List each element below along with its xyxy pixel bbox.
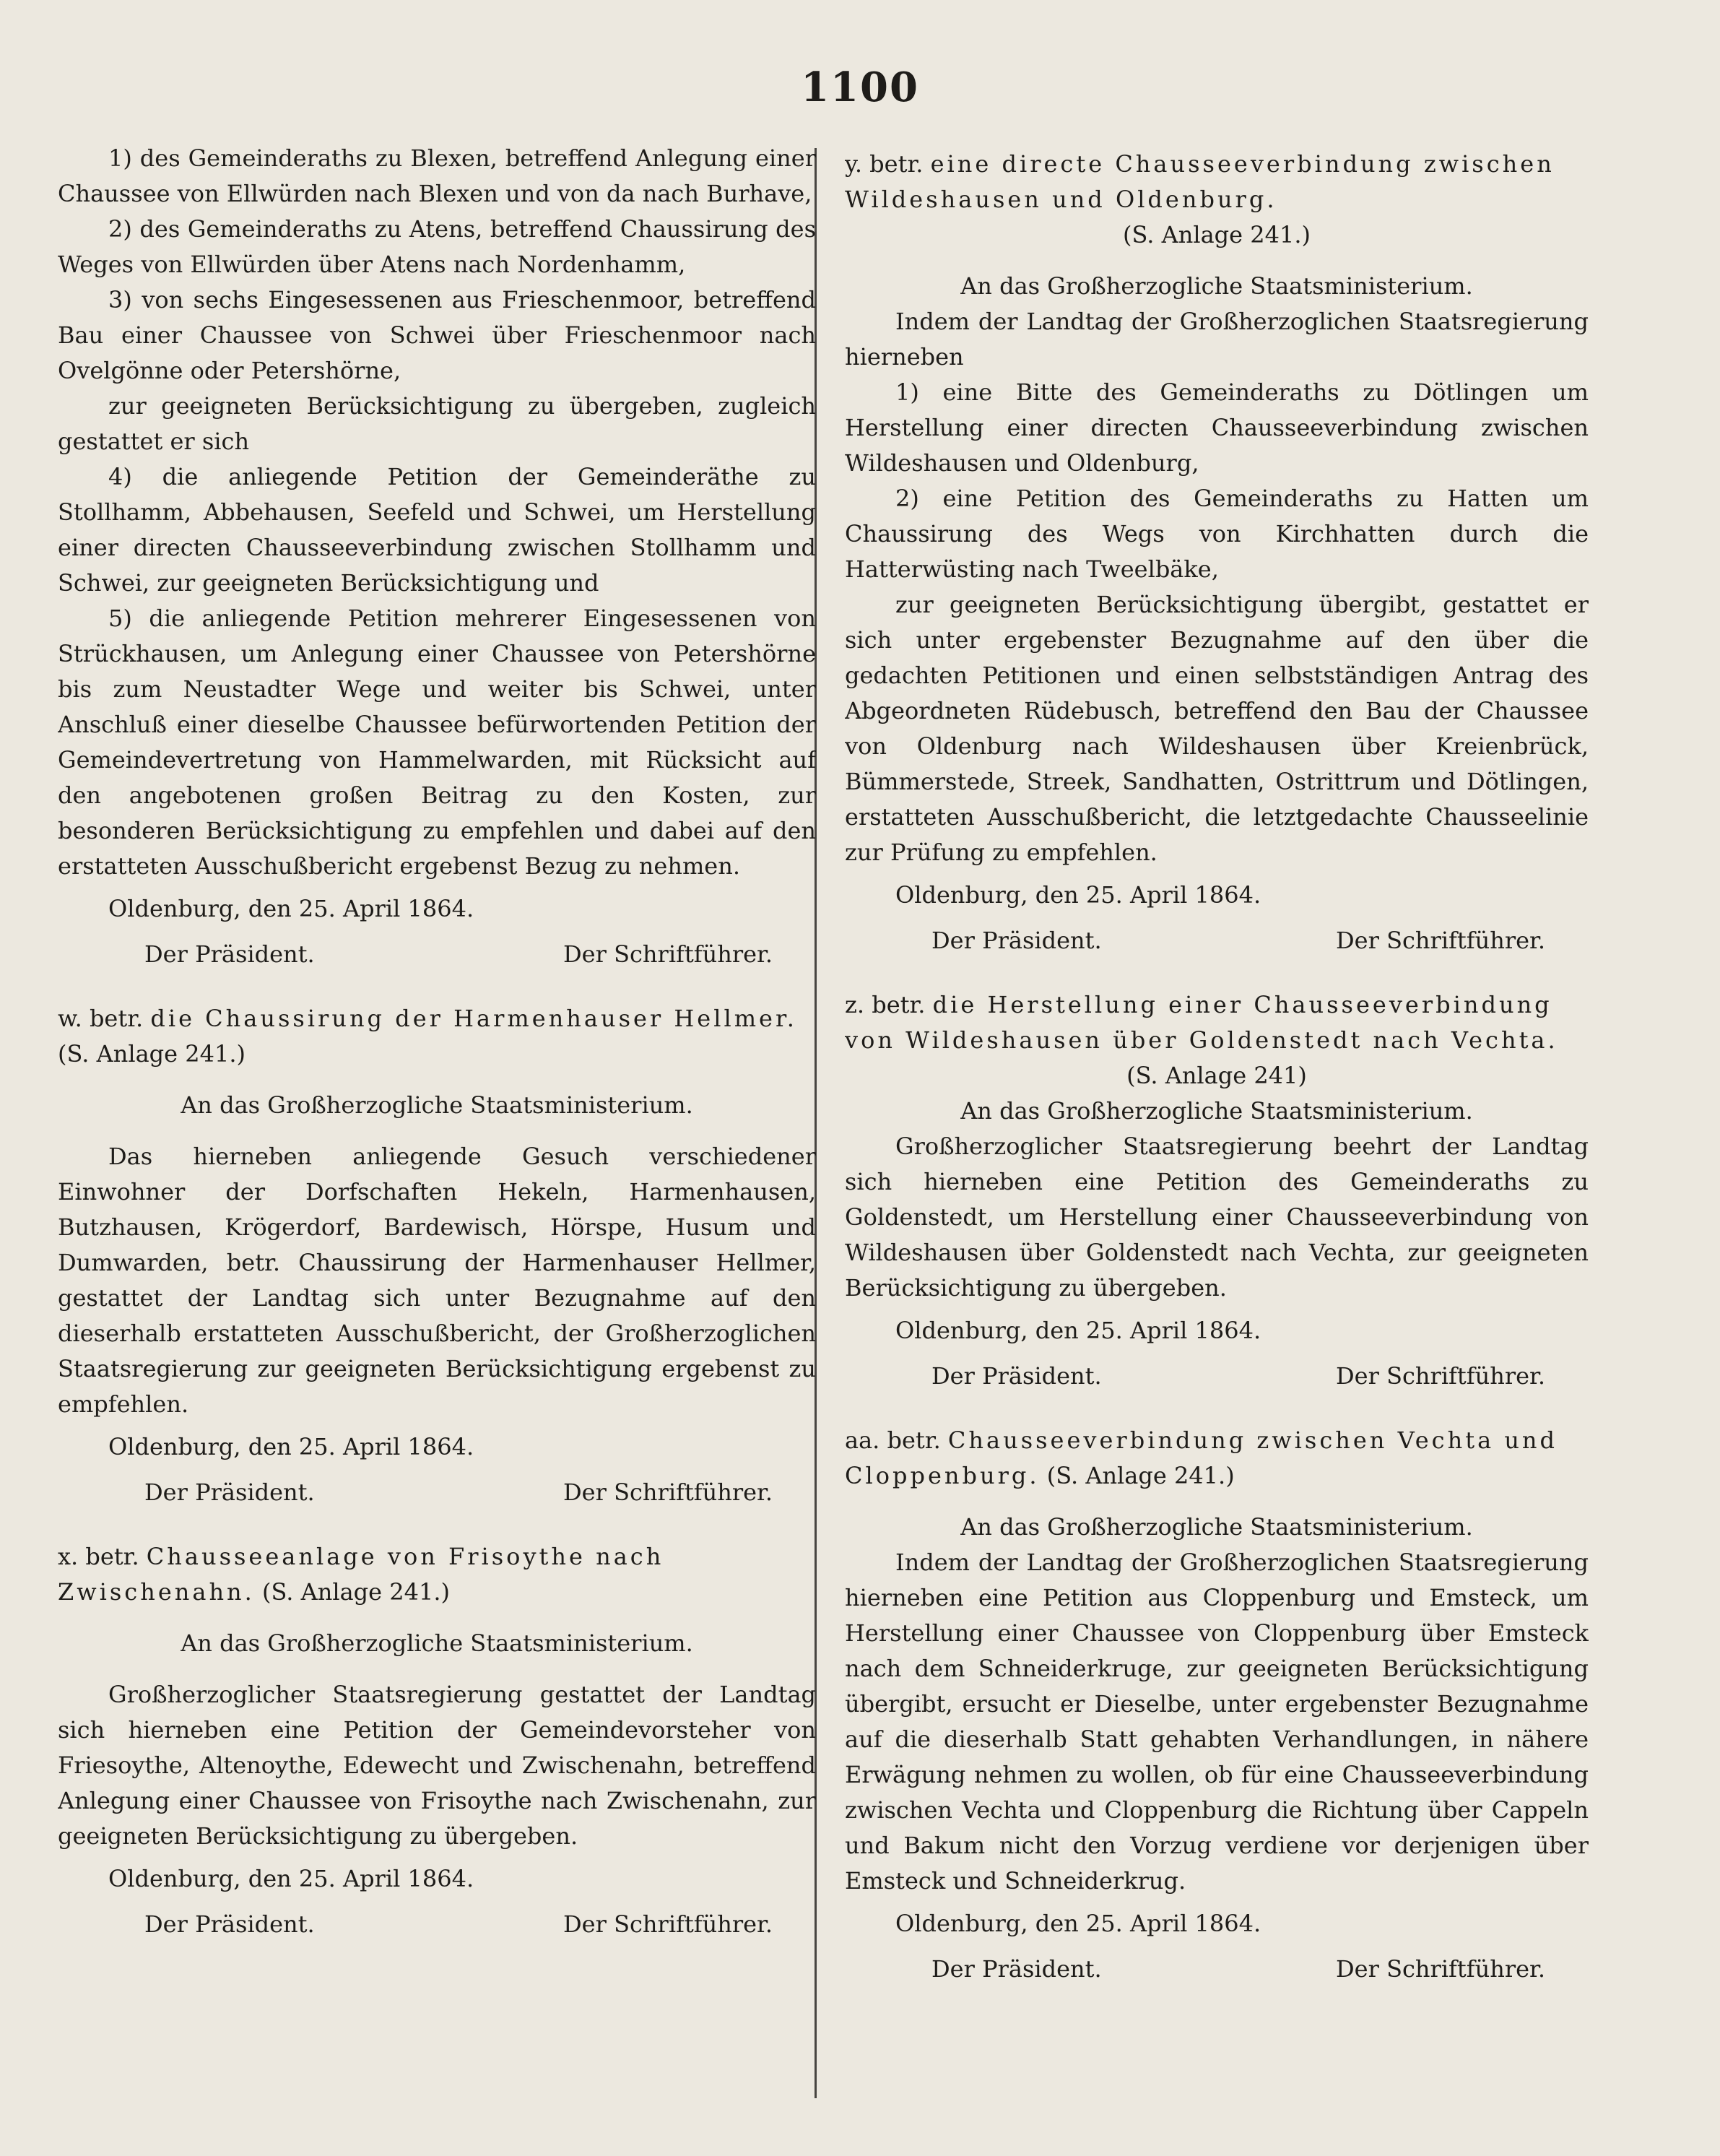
section-body: Großherzoglicher Staatsregierung gestattet der Landtag sich hierneben eine Petition der Gemeindevorsteher von Friesoythe, Altenoythe, Edewecht und Zwischenahn, betreffend Anlegung einer Chaussee von Frisoythe nach Zwischenahn, zur geeigneten Berücksichtigung zu übergeben. — [58, 1681, 816, 1850]
section-title: eine directe Chausseeverbindung zwischen Wildeshausen und Oldenburg. — [845, 150, 1555, 213]
annex-reference: (S. Anlage 241.) — [1046, 1462, 1235, 1489]
addressee: An das Großherzogliche Staatsministerium. — [181, 1091, 693, 1119]
section-heading-z — [845, 987, 1589, 1058]
date-line: Oldenburg, den 25. April 1864. — [108, 1433, 474, 1460]
president-label: Der Präsident. — [144, 1479, 315, 1506]
signature-line — [845, 923, 1589, 958]
section-title: Chausseeverbindung zwischen Vechta und Cloppenburg. — [845, 1426, 1558, 1489]
annex-reference: (S. Anlage 241.) — [1123, 221, 1311, 248]
section-title: Chausseeanlage von Frisoythe nach Zwischenahn. — [58, 1543, 664, 1606]
petition-item-1: 1) des Gemeinderaths zu Blexen, betreffend Anlegung einer Chaussee von Ellwürden nach Blexen und von da nach Burhave, — [58, 144, 816, 207]
secretary-label: Der Schriftführer. — [563, 940, 773, 968]
president-label: Der Präsident. — [931, 1955, 1102, 1983]
date-line: Oldenburg, den 25. April 1864. — [108, 895, 474, 922]
signature-line — [58, 1907, 816, 1942]
section-body: Indem der Landtag der Großherzoglichen Staatsregierung hierneben eine Petition aus Cloppenburg und Emsteck, um Herstellung einer Chaussee von Cloppenburg über Emsteck nach dem Schneiderkruge, zur geeigneten Berücksichtigung übergibt, ersucht er Dieselbe, unter ergebenster Bezugnahme auf die dieserhalb Statt gehabten Verhandlungen, in nähere Erwägung nehmen zu wollen, ob für eine Chausseeverbindung zwischen Vechta und Cloppenburg die Richtung über Cappeln und Bakum nicht den Vorzug verdiene vor derjenigen über Emsteck und Schneiderkrug. — [845, 1549, 1589, 1895]
section-heading-y — [845, 147, 1589, 217]
annex-reference: (S. Anlage 241.) — [262, 1578, 450, 1606]
president-label: Der Präsident. — [144, 940, 315, 968]
secretary-label: Der Schriftführer. — [1336, 1955, 1545, 1983]
section-label: y. betr. — [845, 150, 924, 178]
section-heading-w — [58, 1001, 816, 1072]
section-title: die Herstellung einer Chausseeverbindung von Wildeshausen über Goldenstedt nach Vechta. — [845, 991, 1558, 1054]
annex-reference: (S. Anlage 241.) — [58, 1040, 246, 1068]
section-body: Großherzoglicher Staatsregierung beehrt der Landtag sich hierneben eine Petition des Gemeinderaths zu Goldenstedt, um Herstellung einer Chausseeverbindung von Wildeshausen über Goldenstedt nach Vechta, zur geeigneten Berücksichtigung zu übergeben. — [845, 1133, 1589, 1302]
section-heading-aa — [845, 1423, 1589, 1494]
section-label: x. betr. — [58, 1543, 139, 1570]
president-label: Der Präsident. — [931, 1362, 1102, 1390]
section-title: die Chaussirung der Harmenhauser Hellmer. — [150, 1005, 797, 1032]
petition-item-5: 5) die anliegende Petition mehrerer Eingesessenen von Strückhausen, um Anlegung einer Chaussee von Petershörne bis zum Neustadter Wege und weiter bis Schwei, unter Anschluß einer dieselbe Chaussee befürwortenden Petition der Gemeindevertretung von Hammelwarden, mit Rücksicht auf den angebotenen großen Beitrag zu den Kosten, zur besonderen Berücksichtigung zu empfehlen und dabei auf den erstatteten Ausschußbericht ergebenst Bezug zu nehmen. — [58, 605, 816, 880]
section-body: zur geeigneten Berücksichtigung übergibt, gestattet er sich unter ergebenster Bezugnahme auf den über die gedachten Petitionen und einen selbstständigen Antrag des Abgeordneten Rüdebusch, betreffend den Bau der Chaussee von Oldenburg nach Wildeshausen über Kreienbrück, Bümmerstede, Streek, Sandhatten, Ostrittrum und Dötlingen, erstatteten Ausschußbericht, die letztgedachte Chausseelinie zur Prüfung zu empfehlen. — [845, 591, 1589, 866]
right-column — [845, 141, 1589, 2134]
left-column — [58, 141, 816, 2134]
secretary-label: Der Schriftführer. — [563, 1479, 773, 1506]
president-label: Der Präsident. — [144, 1910, 315, 1938]
petition-item-1: 1) eine Bitte des Gemeinderaths zu Dötlingen um Herstellung einer directen Chausseeverbindung zwischen Wildeshausen und Oldenburg, — [845, 378, 1589, 477]
section-label: aa. betr. — [845, 1426, 941, 1454]
date-line: Oldenburg, den 25. April 1864. — [895, 881, 1261, 909]
section-intro: Indem der Landtag der Großherzoglichen Staatsregierung hierneben — [845, 308, 1589, 371]
addressee: An das Großherzogliche Staatsministerium. — [181, 1629, 693, 1657]
date-line: Oldenburg, den 25. April 1864. — [895, 1317, 1261, 1344]
petition-item-3-continuation: zur geeigneten Berücksichtigung zu übergeben, zugleich gestattet er sich — [58, 392, 816, 455]
page-number: 1100 — [801, 64, 919, 111]
petition-item-4: 4) die anliegende Petition der Gemeinderäthe zu Stollhamm, Abbehausen, Seefeld und Schwei, um Herstellung einer directen Chausseeverbindung zwischen Stollhamm und Schwei, zur geeigneten Berücksichtigung und — [58, 463, 816, 597]
annex-reference: (S. Anlage 241) — [1126, 1062, 1307, 1089]
president-label: Der Präsident. — [931, 927, 1102, 954]
petition-item-3: 3) von sechs Eingesessenen aus Frieschenmoor, betreffend Bau einer Chaussee von Schwei über Frieschenmoor nach Ovelgönne oder Petershörne, — [58, 286, 816, 384]
secretary-label: Der Schriftführer. — [1336, 1362, 1545, 1390]
section-label: z. betr. — [845, 991, 926, 1018]
petition-item-2: 2) eine Petition des Gemeinderaths zu Hatten um Chaussirung des Wegs von Kirchhatten durch die Hatterwüsting nach Tweelbäke, — [845, 485, 1589, 583]
section-body: Das hierneben anliegende Gesuch verschiedener Einwohner der Dorfschaften Hekeln, Harmenhausen, Butzhausen, Krögerdorf, Bardewisch, Hörspe, Husum und Dumwarden, betr. Chaussirung der Harmenhauser Hellmer, gestattet der Landtag sich unter Bezugnahme auf den dieserhalb erstatteten Ausschußbericht, der Großherzoglichen Staatsregierung zur geeigneten Berücksichtigung ergebenst zu empfehlen. — [58, 1143, 816, 1418]
addressee: An das Großherzogliche Staatsministerium. — [960, 1513, 1473, 1541]
signature-line — [845, 1952, 1589, 1987]
section-heading-x — [58, 1539, 816, 1610]
petition-item-2: 2) des Gemeinderaths zu Atens, betreffend Chaussirung des Weges von Ellwürden über Atens nach Nordenhamm, — [58, 215, 816, 278]
addressee: An das Großherzogliche Staatsministerium. — [960, 1097, 1473, 1125]
signature-line — [58, 1475, 816, 1510]
date-line: Oldenburg, den 25. April 1864. — [895, 1910, 1261, 1937]
signature-line — [58, 937, 816, 972]
signature-line — [845, 1359, 1589, 1394]
secretary-label: Der Schriftführer. — [563, 1910, 773, 1938]
secretary-label: Der Schriftführer. — [1336, 927, 1545, 954]
date-line: Oldenburg, den 25. April 1864. — [108, 1865, 474, 1892]
section-label: w. betr. — [58, 1005, 144, 1032]
addressee: An das Großherzogliche Staatsministerium. — [960, 272, 1473, 300]
